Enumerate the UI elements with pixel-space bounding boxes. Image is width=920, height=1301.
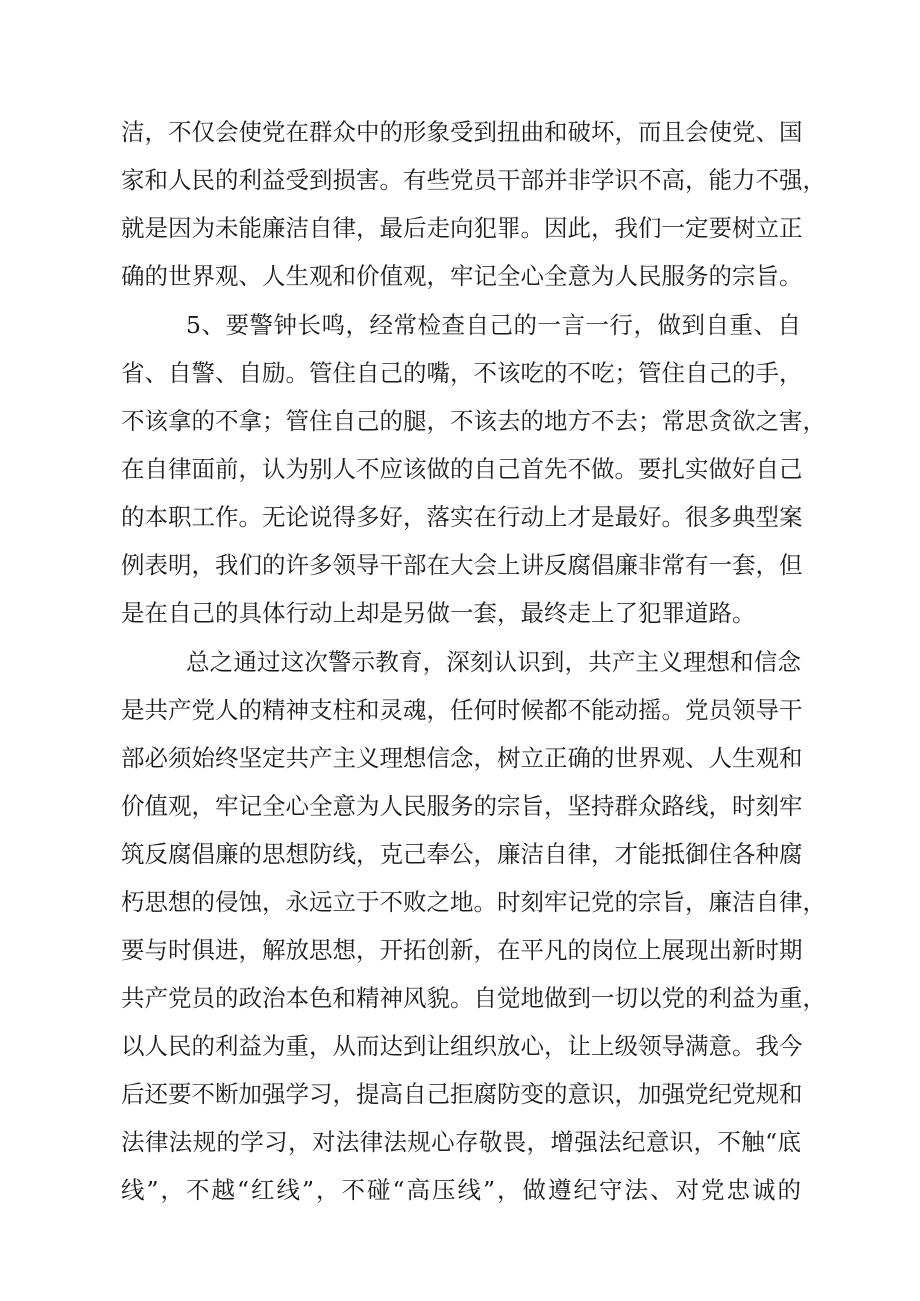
body-text-line: 在自律面前，认为别人不应该做的自己首先不做。要扎实做好自己 [121, 455, 803, 483]
body-text-line: 例表明，我们的许多领导干部在大会上讲反腐倡廉非常有一套，但 [121, 551, 803, 579]
body-text-line: 筑反腐倡廉的思想防线，克己奉公，廉洁自律，才能抵御住各种腐 [121, 840, 803, 868]
conclusion-first-line: 总之通过这次警示教育，深刻认识到，共产主义理想和信念 [186, 648, 801, 676]
body-text-line: 法律法规的学习，对法律法规心存敬畏，增强法纪意识，不触“底 [121, 1128, 801, 1156]
body-text-line: 价值观，牢记全心全意为人民服务的宗旨，坚持群众路线，时刻牢 [121, 792, 803, 820]
body-text-line: 线”，不越“红线”，不碰“高压线”，做遵纪守法、对党忠诚的 [121, 1176, 801, 1204]
body-text-line: 以人民的利益为重，从而达到让组织放心，让上级领导满意。我今 [121, 1032, 803, 1060]
body-text-line: 是共产党人的精神支柱和灵魂，任何时候都不能动摇。党员领导干 [121, 696, 803, 724]
body-text-line: 就是因为未能廉洁自律，最后走向犯罪。因此，我们一定要树立正 [121, 214, 803, 242]
body-text-line: 省、自警、自励。管住自己的嘴，不该吃的不吃；管住自己的手， [121, 359, 803, 387]
paragraph-5-first-line: 5、要警钟长鸣，经常检查自己的一言一行，做到自重、自 [186, 311, 801, 339]
body-text-line: 要与时俱进，解放思想，开拓创新，在平凡的岗位上展现出新时期 [121, 936, 803, 964]
body-text-line: 是在自己的具体行动上却是另做一套，最终走上了犯罪道路。 [121, 599, 756, 627]
body-text-line: 家和人民的利益受到损害。有些党员干部并非学识不高，能力不强， [121, 166, 826, 194]
body-text-line: 朽思想的侵蚀，永远立于不败之地。时刻牢记党的宗旨，廉洁自律， [121, 888, 826, 916]
body-text-line: 部必须始终坚定共产主义理想信念，树立正确的世界观、人生观和 [121, 744, 803, 772]
body-text-line: 不该拿的不拿；管住自己的腿，不该去的地方不去；常思贪欲之害， [121, 407, 826, 435]
body-text-line: 后还要不断加强学习，提高自己拒腐防变的意识，加强党纪党规和 [121, 1080, 803, 1108]
body-text-line: 共产党员的政治本色和精神风貌。自觉地做到一切以党的利益为重， [121, 984, 826, 1012]
body-text-line: 的本职工作。无论说得多好，落实在行动上才是最好。很多典型案 [121, 503, 803, 531]
body-text-line: 确的世界观、人生观和价值观，牢记全心全意为人民服务的宗旨。 [121, 262, 803, 290]
body-text-line: 洁，不仅会使党在群众中的形象受到扭曲和破坏，而且会使党、国 [121, 118, 803, 146]
